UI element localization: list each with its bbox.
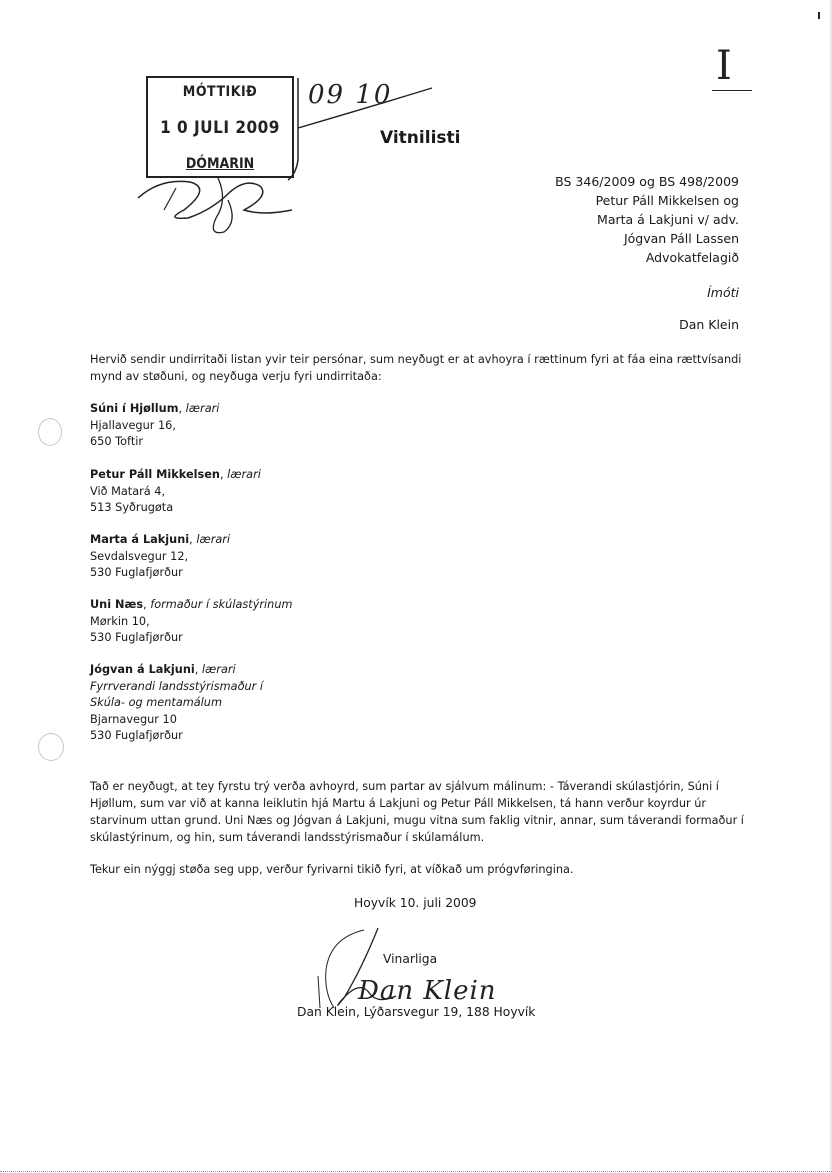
witness-role: formaður í skúlastýrinum [150,598,293,611]
stamp-court: DÓMARIN [185,156,255,172]
closing-paragraph: Tekur ein nýggj støða seg upp, verður fyrivarni tikið fyri, at víðkað um prógvføringina. [90,863,574,876]
witness-name: Súni í Hjøllum [90,402,179,415]
handwritten-signature: Dan Klein [358,976,497,1006]
witness-address: Hjallavegur 16, [90,418,176,432]
law-firm: Advokatfelagið [645,250,739,265]
witness-entry: Uni Næs, formaður í skúlastýrinum Mørkin 10, 530 Fuglafjørður [90,597,293,647]
page-mark-underline [712,90,752,91]
witness-name: Petur Páll Mikkelsen [90,468,220,481]
party-line-2: Marta á Lakjuni v/ adv. [597,212,739,227]
handwritten-marks [120,60,450,240]
witness-postcode: 513 Syðrugøta [90,501,174,514]
witness-title: Skúla- og mentamálum [90,696,222,709]
opponent-name: Dan Klein [679,317,739,332]
witness-postcode: 650 Toftir [90,435,144,448]
versus-label: Ímóti [707,285,739,300]
document-title: Vitnilisti [380,128,461,148]
witness-postcode: 530 Fuglafjørður [90,566,183,579]
witness-postcode: 530 Fuglafjørður [90,729,183,742]
signer-address: Dan Klein, Lýðarsvegur 19, 188 Hoyvík [297,1005,536,1019]
witness-address: Bjarnavegur 10 [90,712,177,726]
case-numbers: BS 346/2009 og BS 498/2009 [555,174,739,189]
case-block [555,172,739,267]
party-line-1: Petur Páll Mikkelsen og [595,193,739,208]
greeting: Vinarliga [383,952,438,966]
witness-name: Uni Næs [90,598,144,611]
corner-tick [818,12,820,19]
punch-hole-top [38,418,62,446]
punch-hole-bottom [38,733,64,761]
witness-entry: Súni í Hjøllum, lærari Hjallavegur 16, 650 Toftir [90,401,219,451]
witness-entry: Jógvan á Lakjuni, lærari Fyrrverandi landsstýrismaður í Skúla- og mentamálum Bjarnavegur 10 530 Fuglafjørður [90,662,263,745]
handwritten-number: 09 10 [308,80,393,110]
stamp-label: MÓTTIKIÐ [182,84,258,100]
witness-role: lærari [185,402,220,415]
witness-role: lærari [201,663,236,676]
witness-postcode: 530 Fuglafjørður [90,631,183,644]
witness-role: lærari [196,533,231,546]
witness-address: Við Matará 4, [90,484,166,498]
witness-role: lærari [227,468,261,481]
place-date: Hoyvík 10. juli 2009 [354,896,477,910]
witness-address: Sevdalsvegur 12, [90,549,189,563]
witness-name: Jógvan á Lakjuni [90,663,195,676]
witness-entry: Marta á Lakjuni, lærari Sevdalsvegur 12, 530 Fuglafjørður [90,532,230,582]
lawyer-name: Jógvan Páll Lassen [623,231,739,246]
page-mark: I [716,43,732,89]
body-paragraph: Tað er neyðugt, at tey fyrstu trý verða avhoyrd, sum partar av sjálvum málinum: - Táverandi skúlastjórin, Súni í Hjøllum, sum var við at kanna leiklutin hjá Martu á Lakjuni og Petur Páll Mikkelsen, tá hann verður koyrdur úr starvinum uttan grund. Uni Næs og Jógvan á Lakjuni, mugu vitna sum faklig vitnir, annar, sum táverandi formaður í skúlastýrinum, og hin, sum táverandi landsstýrismaður í skúlamálum. [90,780,744,844]
witness-name: Marta á Lakjuni [90,533,190,546]
witness-entry: Petur Páll Mikkelsen, lærari Við Matará 4, 513 Syðrugøta [90,467,261,517]
stamp-date: 1 0 JULI 2009 [160,118,280,138]
intro-paragraph: Hervið sendir undirritaði listan yvir teir persónar, sum neyðugt er at avhoyra í rættinum fyri at fáa eina rættvísandi mynd av støðuni, og neyðuga verju fyri undirritaða: [90,353,742,383]
witness-title: Fyrrverandi landsstýrismaður í [90,679,264,693]
witness-address: Mørkin 10, [90,614,150,628]
